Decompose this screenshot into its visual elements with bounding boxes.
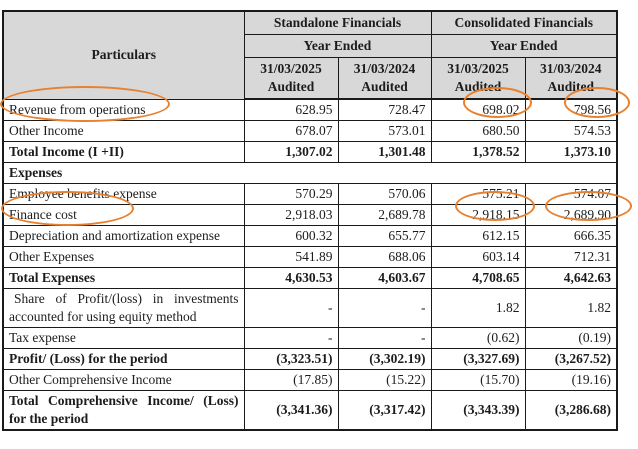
cell-value: - <box>244 328 338 349</box>
cell-value: 2,918.15 <box>431 205 525 226</box>
cell-value: - <box>244 289 338 328</box>
cell-value: 1,301.48 <box>338 142 431 163</box>
cell-value: 570.29 <box>244 184 338 205</box>
cell-value: 628.95 <box>244 99 338 121</box>
cell-value: - <box>338 289 431 328</box>
section-label: Expenses <box>3 163 617 184</box>
cell-value: 2,689.90 <box>525 205 617 226</box>
cell-value: 1,373.10 <box>525 142 617 163</box>
cell-value: (3,317.42) <box>338 391 431 431</box>
cell-value: 698.02 <box>431 99 525 121</box>
cell-value: 4,630.53 <box>244 268 338 289</box>
cell-value: (3,327.69) <box>431 349 525 370</box>
row-label: Tax expense <box>3 328 244 349</box>
cell-value: (0.19) <box>525 328 617 349</box>
row-label: Total Income (I +II) <box>3 142 244 163</box>
cell-value: 1,378.52 <box>431 142 525 163</box>
column-audit-status: Audited <box>361 79 408 94</box>
row-label: Total Expenses <box>3 268 244 289</box>
cell-value: 4,603.67 <box>338 268 431 289</box>
table-row-profit-loss-for-period <box>3 349 617 370</box>
cell-value: 1.82 <box>525 289 617 328</box>
table-row-tax-expense <box>3 328 617 349</box>
cell-value: (3,267.52) <box>525 349 617 370</box>
row-label: Employee benefits expense <box>3 184 244 205</box>
cell-value: 798.56 <box>525 99 617 121</box>
table-row-share-of-profit-equity-method <box>3 289 617 328</box>
table-row-finance-cost <box>3 205 617 226</box>
cell-value: 712.31 <box>525 247 617 268</box>
row-label: Finance cost <box>3 205 244 226</box>
cell-value: 575.21 <box>431 184 525 205</box>
cell-value: (3,343.39) <box>431 391 525 431</box>
table-row-other-expenses <box>3 247 617 268</box>
header-consolidated-financials: Consolidated Financials <box>431 11 617 35</box>
cell-value: 1.82 <box>431 289 525 328</box>
cell-value: (3,323.51) <box>244 349 338 370</box>
cell-value: (3,286.68) <box>525 391 617 431</box>
cell-value: 666.35 <box>525 226 617 247</box>
table-row-total-comprehensive-income <box>3 391 617 431</box>
cell-value: 655.77 <box>338 226 431 247</box>
header-col-standalone-2025 <box>244 58 338 100</box>
cell-value: (19.16) <box>525 370 617 391</box>
row-label: Total Comprehensive Income/ (Loss) for the period <box>3 391 244 431</box>
cell-value: (3,302.19) <box>338 349 431 370</box>
cell-value: 574.53 <box>525 121 617 142</box>
header-particulars: Particulars <box>3 11 244 99</box>
cell-value: 574.07 <box>525 184 617 205</box>
header-year-ended-consolidated: Year Ended <box>431 35 617 58</box>
cell-value: - <box>338 328 431 349</box>
cell-value: 688.06 <box>338 247 431 268</box>
cell-value: 4,708.65 <box>431 268 525 289</box>
column-audit-status: Audited <box>547 79 594 94</box>
row-label: Other Comprehensive Income <box>3 370 244 391</box>
cell-value: (15.22) <box>338 370 431 391</box>
row-label: Depreciation and amortization expense <box>3 226 244 247</box>
header-year-ended-standalone: Year Ended <box>244 35 431 58</box>
cell-value: 570.06 <box>338 184 431 205</box>
cell-value: 2,689.78 <box>338 205 431 226</box>
column-audit-status: Audited <box>454 79 502 94</box>
column-date: 31/03/2024 <box>353 61 416 76</box>
cell-value: (3,341.36) <box>244 391 338 431</box>
row-label: Share of Profit/(loss) in investments accounted for using equity method <box>3 289 244 328</box>
cell-value: 603.14 <box>431 247 525 268</box>
cell-value: (15.70) <box>431 370 525 391</box>
cell-value: 1,307.02 <box>244 142 338 163</box>
cell-value: 573.01 <box>338 121 431 142</box>
table-row-expenses-section <box>3 163 617 184</box>
row-label: Other Income <box>3 121 244 142</box>
cell-value: 728.47 <box>338 99 431 121</box>
cell-value: 680.50 <box>431 121 525 142</box>
table-row-other-comprehensive-income <box>3 370 617 391</box>
table-row-other-income <box>3 121 617 142</box>
table-row-total-expenses <box>3 268 617 289</box>
header-col-standalone-2024 <box>338 58 431 100</box>
table-row-total-income <box>3 142 617 163</box>
cell-value: 678.07 <box>244 121 338 142</box>
financial-results-table <box>2 10 618 431</box>
header-standalone-financials: Standalone Financials <box>244 11 431 35</box>
column-date: 31/03/2024 <box>539 61 602 76</box>
column-audit-status: Audited <box>267 79 315 94</box>
cell-value: 612.15 <box>431 226 525 247</box>
header-col-consolidated-2024 <box>525 58 617 100</box>
cell-value: 541.89 <box>244 247 338 268</box>
cell-value: (0.62) <box>431 328 525 349</box>
table-row-revenue-from-operations <box>3 99 617 121</box>
cell-value: 600.32 <box>244 226 338 247</box>
row-label: Revenue from operations <box>3 99 244 121</box>
row-label: Profit/ (Loss) for the period <box>3 349 244 370</box>
header-col-consolidated-2025 <box>431 58 525 100</box>
table-row-employee-benefits-expense <box>3 184 617 205</box>
cell-value: 4,642.63 <box>525 268 617 289</box>
cell-value: 2,918.03 <box>244 205 338 226</box>
row-label: Other Expenses <box>3 247 244 268</box>
column-date: 31/03/2025 <box>260 61 322 76</box>
column-date: 31/03/2025 <box>447 61 509 76</box>
cell-value: (17.85) <box>244 370 338 391</box>
table-row-depreciation-amortization <box>3 226 617 247</box>
